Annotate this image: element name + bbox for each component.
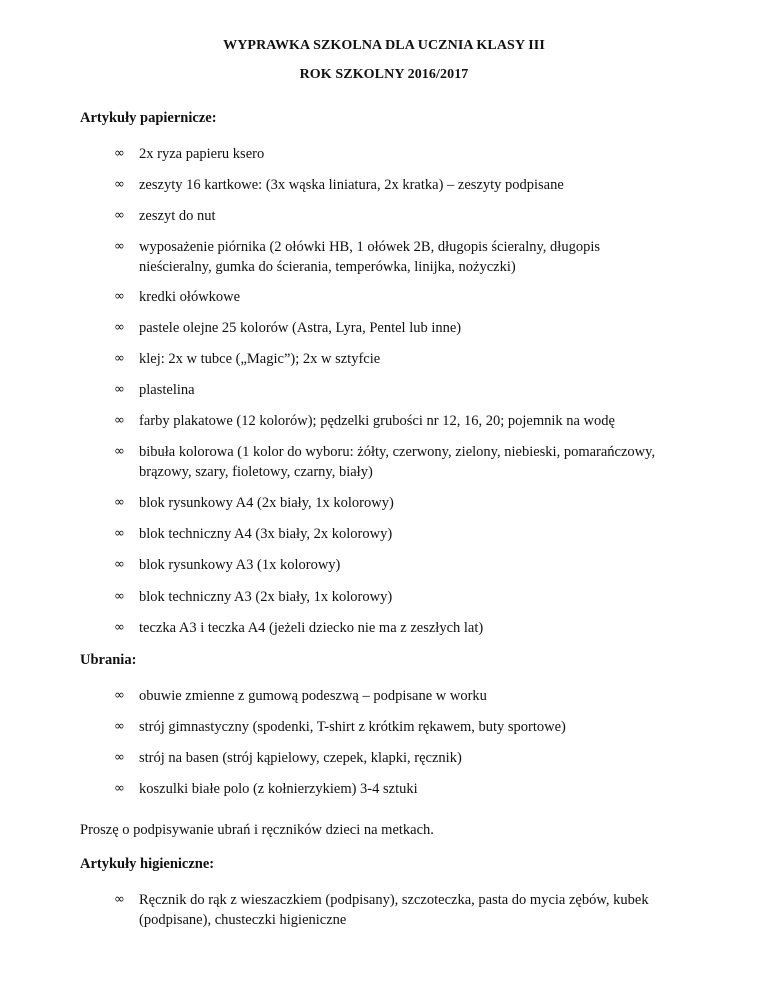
infinity-bullet-icon: ∞ [114,208,125,223]
list-item-text: obuwie zmienne z gumową podeszwą – podpisane w worku [139,688,487,704]
document-subtitle: ROK SZKOLNY 2016/2017 [299,67,469,82]
list-item [114,717,674,737]
list-item [114,555,674,575]
list-item-text: blok techniczny A4 (3x biały, 2x kolorowy) [139,526,393,542]
list-item [114,318,674,338]
infinity-bullet-icon: ∞ [114,892,125,907]
list-item [114,206,674,226]
list-item-text: pastele olejne 25 kolorów (Astra, Lyra, Pentel lub inne) [139,320,462,336]
list-item-text: 2x ryza papieru ksero [139,146,265,162]
infinity-bullet-icon: ∞ [114,239,125,254]
infinity-bullet-icon: ∞ [114,177,125,192]
section-heading-hygiene: Artykuły higieniczne: [80,856,215,872]
list-item-text: wyposażenie piórnika (2 ołówki HB, 1 ołówek 2B, długopis ścieralny, długopis nieścieralny, gumka do ścierania, temperówka, linijka, nożyczki) [139,239,600,275]
infinity-bullet-icon: ∞ [114,320,125,335]
section-heading-stationery: Artykuły papiernicze: [80,110,217,126]
list-item [114,442,674,482]
infinity-bullet-icon: ∞ [114,620,125,635]
list-item-text: teczka A3 i teczka A4 (jeżeli dziecko nie ma z zeszłych lat) [139,620,484,636]
infinity-bullet-icon: ∞ [114,351,125,366]
note-paragraph: Proszę o podpisywanie ubrań i ręczników dzieci na metkach. [80,822,434,838]
list-item-text: Ręcznik do rąk z wieszaczkiem (podpisany), szczoteczka, pasta do mycia zębów, kubek (podpisane), chusteczki higieniczne [139,892,649,928]
list-item-text: strój na basen (strój kąpielowy, czepek, klapki, ręcznik) [139,750,462,766]
infinity-bullet-icon: ∞ [114,557,125,572]
infinity-bullet-icon: ∞ [114,495,125,510]
list-item [114,144,674,164]
infinity-bullet-icon: ∞ [114,413,125,428]
list-item-text: blok rysunkowy A3 (1x kolorowy) [139,557,341,573]
infinity-bullet-icon: ∞ [114,589,125,604]
list-item [114,779,674,799]
list-item-text: zeszyt do nut [139,208,216,224]
list-item-text: kredki ołówkowe [139,289,241,305]
infinity-bullet-icon: ∞ [114,146,125,161]
list-item [114,380,674,400]
list-item-text: klej: 2x w tubce („Magic”); 2x w sztyfcie [139,351,381,367]
list-item [114,411,674,431]
section-heading-clothes: Ubrania: [80,652,137,668]
document-title: WYPRAWKA SZKOLNA DLA UCZNIA KLASY III [223,38,545,53]
list-item [114,587,674,607]
list-item-text: blok techniczny A3 (2x biały, 1x kolorowy) [139,589,393,605]
infinity-bullet-icon: ∞ [114,719,125,734]
list-item [114,349,674,369]
infinity-bullet-icon: ∞ [114,781,125,796]
infinity-bullet-icon: ∞ [114,750,125,765]
infinity-bullet-icon: ∞ [114,526,125,541]
list-item [114,175,674,195]
list-item-text: plastelina [139,382,195,398]
list-item [114,686,674,706]
list-item-text: blok rysunkowy A4 (2x biały, 1x kolorowy) [139,495,394,511]
list-item [114,748,674,768]
infinity-bullet-icon: ∞ [114,289,125,304]
list-item-text: bibuła kolorowa (1 kolor do wyboru: żółty, czerwony, zielony, niebieski, pomarańczowy, brązowy, szary, fioletowy, czarny, biały) [139,444,656,480]
list-item-text: farby plakatowe (12 kolorów); pędzelki grubości nr 12, 16, 20; pojemnik na wodę [139,413,615,429]
list-item [114,287,674,307]
list-item [114,890,674,930]
list-item-text: strój gimnastyczny (spodenki, T-shirt z krótkim rękawem, buty sportowe) [139,719,566,735]
infinity-bullet-icon: ∞ [114,688,125,703]
infinity-bullet-icon: ∞ [114,444,125,459]
infinity-bullet-icon: ∞ [114,382,125,397]
list-item [114,493,674,513]
list-item-text: koszulki białe polo (z kołnierzykiem) 3-4 sztuki [139,781,418,797]
list-item-text: zeszyty 16 kartkowe: (3x wąska liniatura, 2x kratka) – zeszyty podpisane [139,177,564,193]
list-item [114,524,674,544]
list-item [114,237,674,277]
list-item [114,618,674,638]
